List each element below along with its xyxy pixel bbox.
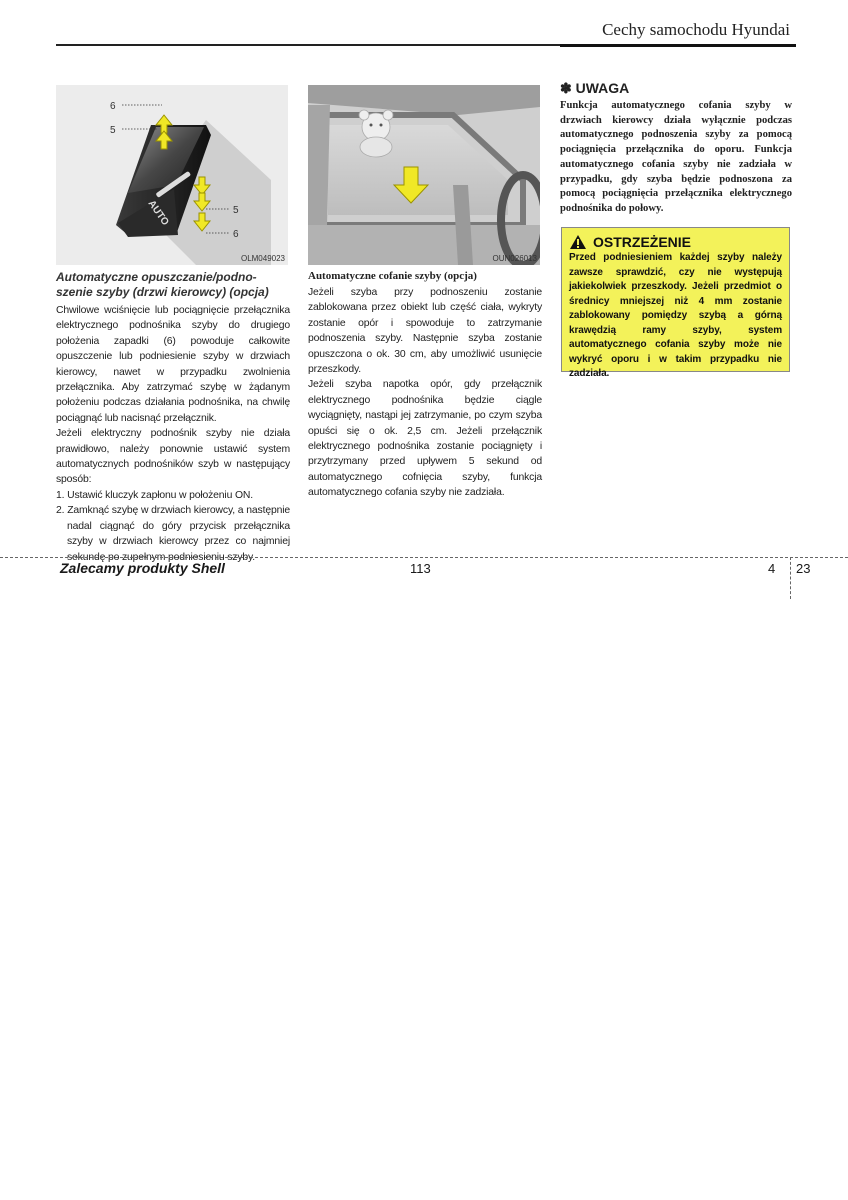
figure-code: OLM049023 [240,254,285,263]
warning-heading [569,234,782,250]
warning-box [561,227,790,379]
footer-slogan: Zalecamy produkty Shell [60,560,225,576]
callout-6-bottom: 6 [233,229,239,240]
section-title: szenie szyby (drzwi kierowcy) (opcja) [56,285,269,299]
paragraph: Jeżeli szyba przy podnoszeniu zostanie zablokowana przez obiekt lub część ciała, wykryty zostanie opór i spowoduje to zatrzymanie podnoszenia szyby. Następnie szyba zostanie opuszczona o ok. 30 cm, aby umożliwić usunięcie przeszkody. [308,287,542,376]
window-switch-figure [56,85,288,265]
callout-6-top: 6 [110,101,116,112]
warning-triangle-icon [569,234,587,250]
callout-5-top: 5 [110,125,116,136]
left-column [56,270,290,565]
running-header: Cechy samochodu Hyundai [602,20,790,39]
list-item: 1. Ustawić kluczyk zapłonu w położeniu ON. [56,489,253,501]
chapter-page-number: 23 [796,561,811,576]
warning-title: OSTRZEŻENIE [593,234,692,250]
paragraph: Chwilowe wciśnięcie lub pociągnięcie przełącznika elektrycznego podnośnika szyby do drugiego położenia zapadki (6) powoduje całkowite opuszczenie lub podniesienie szyby w drzwiach kierowcy, nawet w przypadku zwolnienia przełącznika. Aby zatrzymać szybę w żądanym położeniu podczas działania podnośnika, na chwilę pociągnąć lub nacisnąć przełącznik. [56,305,290,424]
callout-5-bottom: 5 [233,205,239,216]
note-block [560,80,792,217]
paragraph: Jeżeli szyba napotka opór, gdy przełącznik elektrycznego podnośnika będzie ciągle wyciągnięty, nastąpi jej zatrzymanie, po czym szyba opuści się o ok. 2,5 cm. Jeżeli przełącznik elektrycznego podnośnika zostanie pociągnięty i przytrzymany przed upływem 5 sekund od automatycznego cofnięcia szyby, funkcja automatycznego cofania szyby nie zadziała. [308,379,542,499]
warning-text: Przed podniesieniem każdej szyby należy zawsze sprawdzić, czy nie występują jakiekolwiek przeszkody. Jeżeli przedmiot o średnicy mniejszej niż 4 mm zostanie zablokowany pomiędzy szybą a górną krawędzią ramy szyby, system automatycznego cofania szyby może nie wykryć oporu i w takim przypadku nie zadziała. [569,252,782,379]
middle-column [308,270,542,501]
car-window-illustration [308,85,540,265]
note-title: UWAGA [575,80,630,96]
section-title: Automatyczne opuszczanie/podno- [56,270,257,284]
list-item: 2. Zamknąć szybę w drzwiach kierowcy, a następnie nadal ciągnąć do góry przycisk przełącznika szyby w drzwiach kierowcy przez co najmniej sekundę po zupełnym podniesieniu szyby. [56,505,290,563]
figure-code: OUN026013 [492,254,537,263]
auto-label: AUTO [145,198,171,228]
chapter-number: 4 [768,561,776,576]
section-title: Automatyczne cofanie szyby (opcja) [308,270,477,282]
footer-divider [790,557,791,599]
paragraph: Jeżeli elektryczny podnośnik szyby nie działa prawidłowo, należy ponownie ustawić system automatycznych podnośników szyb w następujący sposób: [56,428,290,486]
section-body [308,285,542,501]
window-switch-illustration [56,85,288,265]
section-body [56,303,290,565]
car-window-figure [308,85,540,265]
asterisk-icon: ✽ [560,80,572,96]
footer-rule [0,557,848,558]
footer-page-number: 113 [410,561,431,576]
note-heading [560,80,792,97]
note-text: Funkcja automatycznego cofania szyby w drzwiach kierowcy działa wyłącznie podczas automatycznego podnoszenia szyby za pomocą pociągnięcia przełącznika do oporu. Funkcja automatycznego cofania szyby nie zadziała w przypadku, gdy szyba będzie podnoszona za pomocą pociągnięcia przełącznika elektrycznego podnośnika do połowy. [560,100,792,214]
header-rule-accent [560,44,796,47]
